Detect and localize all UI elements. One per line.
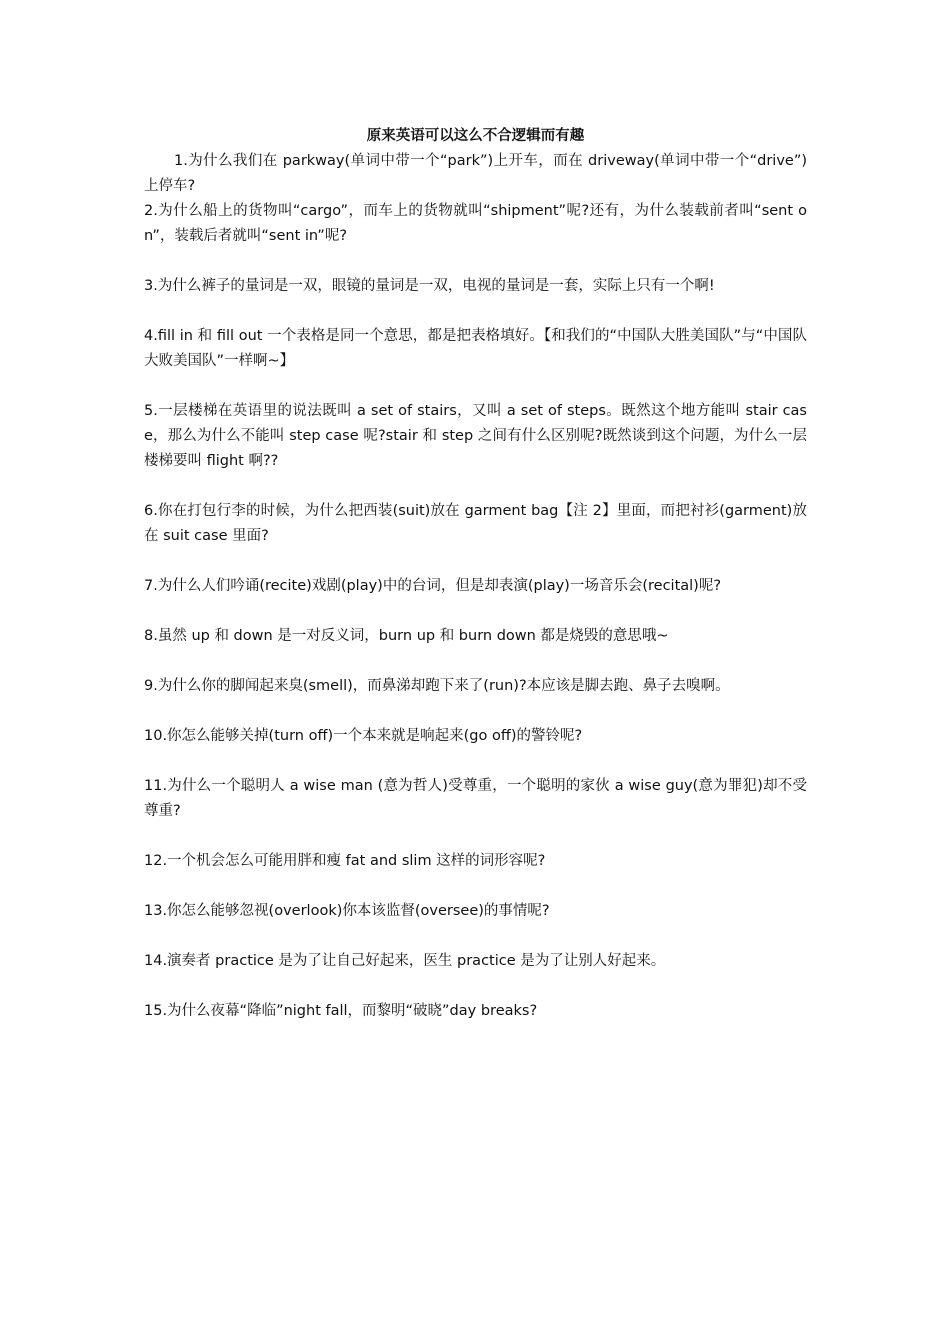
paragraph-10: 10.你怎么能够关掉(turn off)一个本来就是响起来(go off)的警铃呢? xyxy=(144,728,583,744)
paragraph-5: 5.一层楼梯在英语里的说法既叫 a set of stairs，又叫 a set of steps。既然这个地方能叫 stair case，那么为什么不能叫 step case 呢?stair 和 step 之间有什么区别呢?既然谈到这个问题，为什么一层楼梯要叫 flight 啊?? xyxy=(144,403,807,469)
paragraph-14: 14.演奏者 practice 是为了让自己好起来，医生 practice 是为了让别人好起来。 xyxy=(144,953,666,969)
paragraph-2: 2.为什么船上的货物叫“cargo”，而车上的货物就叫“shipment”呢?还有，为什么装载前者叫“sent on”，装载后者就叫“sent in”呢? xyxy=(144,203,807,244)
paragraph-1: 1.为什么我们在 parkway(单词中带一个“park”)上开车，而在 driveway(单词中带一个“drive”)上停车? xyxy=(144,153,807,194)
paragraph-15: 15.为什么夜幕“降临”night fall，而黎明“破晓”day breaks? xyxy=(144,1003,538,1019)
paragraph-12: 12.一个机会怎么可能用胖和瘦 fat and slim 这样的词形容呢? xyxy=(144,853,546,869)
paragraph-11: 11.为什么一个聪明人 a wise man (意为哲人)受尊重，一个聪明的家伙 a wise guy(意为罪犯)却不受尊重? xyxy=(144,778,807,819)
document-page xyxy=(144,124,807,1049)
paragraph-4: 4.fill in 和 fill out 一个表格是同一个意思，都是把表格填好。【和我们的“中国队大胜美国队”与“中国队大败美国队”一样啊~】 xyxy=(144,328,807,369)
paragraph-9: 9.为什么你的脚闻起来臭(smell)，而鼻涕却跑下来了(run)?本应该是脚去跑、鼻子去嗅啊。 xyxy=(144,678,730,694)
paragraph-6: 6.你在打包行李的时候，为什么把西装(suit)放在 garment bag【注 2】里面，而把衬衫(garment)放在 suit case 里面? xyxy=(144,503,807,544)
paragraph-8: 8.虽然 up 和 down 是一对反义词，burn up 和 burn down 都是烧毁的意思哦~ xyxy=(144,628,669,644)
paragraph-3: 3.为什么裤子的量词是一双，眼镜的量词是一双，电视的量词是一套，实际上只有一个啊! xyxy=(144,278,715,294)
document-title: 原来英语可以这么不合逻辑而有趣 xyxy=(366,128,585,144)
paragraph-13: 13.你怎么能够忽视(overlook)你本该监督(oversee)的事情呢? xyxy=(144,903,550,919)
paragraph-7: 7.为什么人们吟诵(recite)戏剧(play)中的台词，但是却表演(play)一场音乐会(recital)呢? xyxy=(144,578,722,594)
